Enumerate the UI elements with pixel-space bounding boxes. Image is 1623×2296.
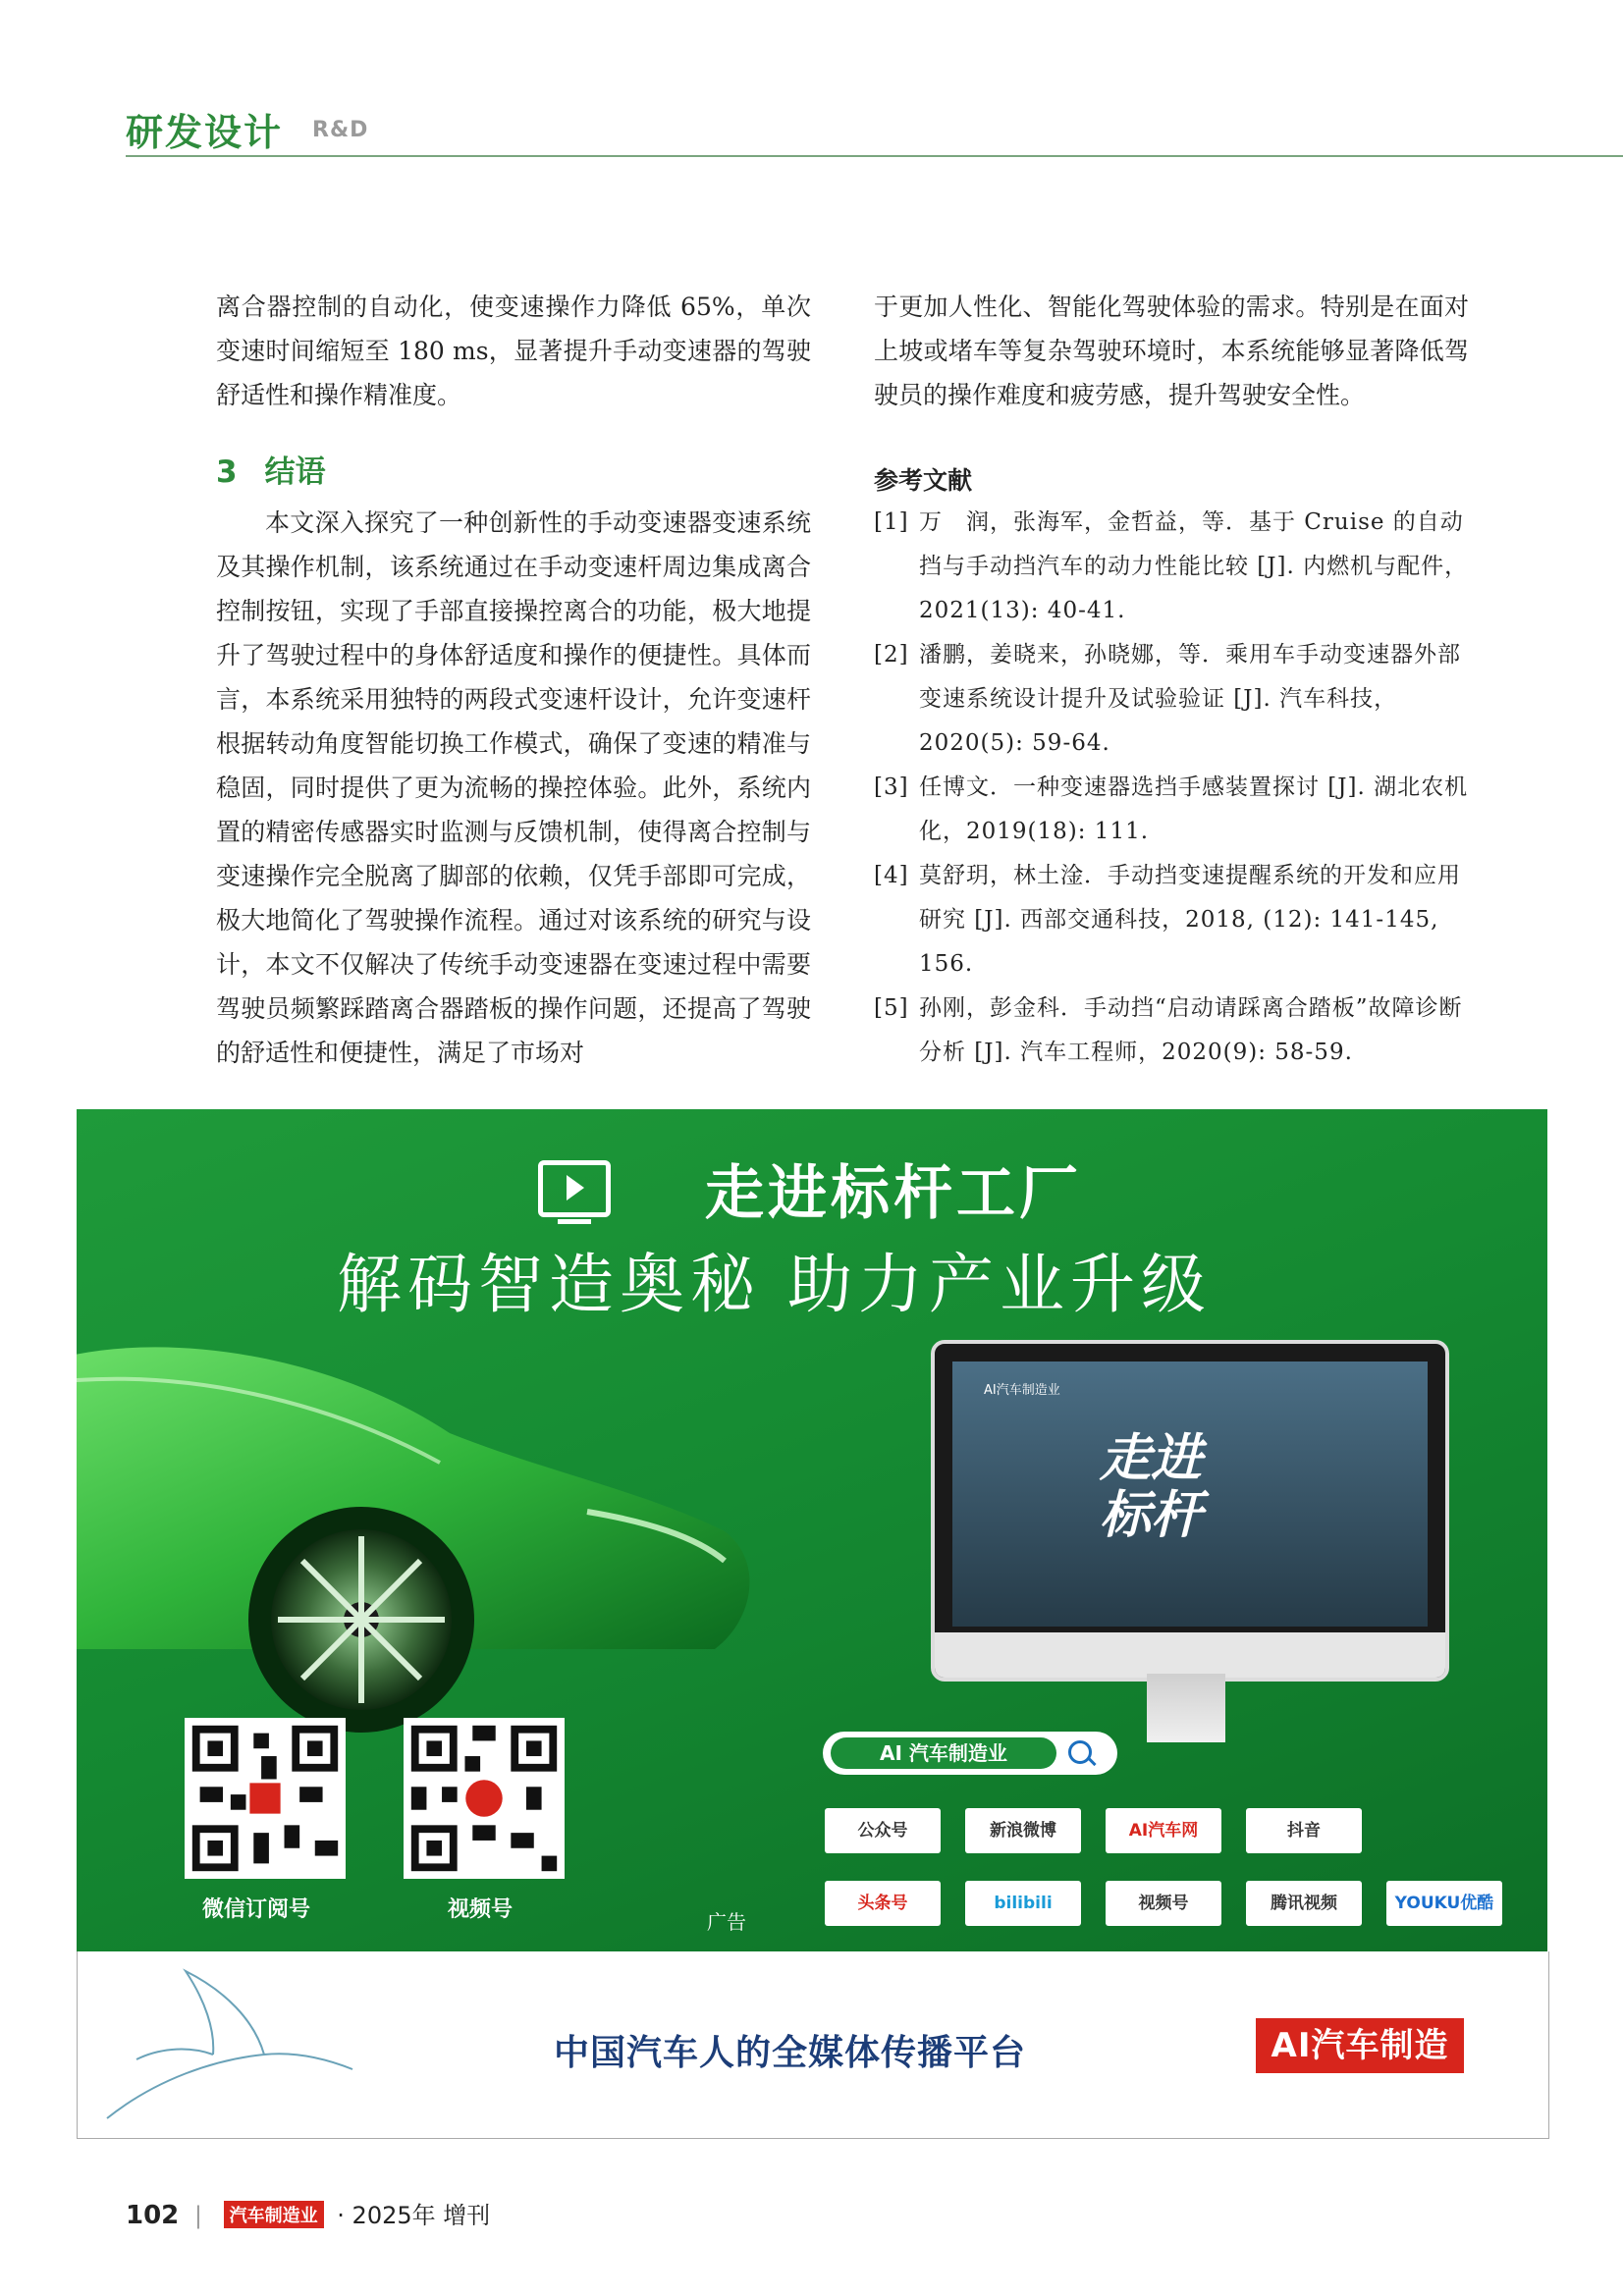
- reference-item: [874, 766, 1473, 854]
- reference-text: 任博文．一种变速器选挡手感装置探讨 [J]. 湖北农机化，2019(18): 111.: [919, 774, 1469, 844]
- search-bar-label: AI 汽车制造业: [831, 1737, 1056, 1769]
- screen-title: [1100, 1430, 1202, 1544]
- reference-item: [874, 987, 1473, 1075]
- reference-text: 孙刚，彭金科．手动挡“启动请踩离合踏板”故障诊断分析 [J]. 汽车工程师，2020(9): 58-59.: [919, 995, 1463, 1065]
- search-bar: [823, 1732, 1117, 1775]
- monitor-stand: [1147, 1674, 1225, 1742]
- reference-number: [3]: [874, 774, 909, 800]
- platform-channels: 视频号: [1106, 1881, 1221, 1926]
- reference-number: [4]: [874, 863, 909, 888]
- platform-weibo: 新浪微博: [965, 1808, 1081, 1853]
- video-play-icon: [538, 1160, 611, 1217]
- screen-title-line2: 标杆: [1100, 1486, 1203, 1545]
- reference-text: 万 润，张海军，金哲益，等．基于 Cruise 的自动挡与手动挡汽车的动力性能比较 [J]. 内燃机与配件，2021(13): 40-41.: [919, 509, 1469, 623]
- ad-subheadline: 解码智造奥秘 助力产业升级: [337, 1247, 1212, 1322]
- left-conclusion: [216, 501, 811, 1075]
- right-continuation: [874, 285, 1469, 417]
- ad-headline: 走进标杆工厂: [705, 1159, 1082, 1228]
- reference-text: 潘鹏，姜晓来，孙晓娜，等．乘用车手动变速器外部变速系统设计提升及试验验证 [J]. 汽车科技，2020(5): 59-64.: [919, 642, 1461, 756]
- page-number: 102: [126, 2201, 180, 2230]
- reference-number: [1]: [874, 509, 909, 535]
- reference-number: [5]: [874, 995, 909, 1021]
- platform-toutiao: 头条号: [825, 1881, 941, 1926]
- qr-label-wechat: 微信订阅号: [202, 1897, 311, 1922]
- green-car-illustration: [77, 1325, 784, 1737]
- monitor-screen: [952, 1362, 1428, 1627]
- section-header-subtitle: R&D: [312, 118, 369, 142]
- screen-title-line1: 走进: [1100, 1429, 1203, 1488]
- left-intro: [216, 285, 811, 417]
- section-header-title: 研发设计: [126, 111, 284, 154]
- header-rule: [126, 155, 1623, 157]
- monitor-illustration: [931, 1340, 1449, 1682]
- ad-slogan: 中国汽车人的全媒体传播平台: [554, 2033, 1027, 2073]
- bird-line-drawing: [97, 1961, 392, 2128]
- issue-info: · 2025年 增刊: [337, 2202, 491, 2229]
- continuation-paragraph: 于更加人性化、智能化驾驶体验的需求。特别是在面对上坡或堵车等复杂驾驶环境时，本系统能够显著降低驾驶员的操作难度和疲劳感，提升驾驶安全性。: [874, 293, 1469, 409]
- monitor-chin: [935, 1632, 1445, 1678]
- ad-footer-band: [77, 1951, 1549, 2139]
- reference-item: [874, 854, 1473, 987]
- section-number: 3: [216, 454, 238, 490]
- reference-text: 莫舒玥，林土淦．手动挡变速提醒系统的开发和应用研究 [J]. 西部交通科技，2018, (12): 141-145, 156.: [919, 863, 1461, 977]
- qr-code-video: [404, 1718, 565, 1879]
- page-footer: 102 | 汽车制造业 · 2025年 增刊: [126, 2201, 491, 2230]
- search-icon: [1068, 1740, 1092, 1764]
- references-heading: 参考文献: [874, 466, 973, 495]
- references-list: [874, 501, 1473, 1075]
- conclusion-paragraph: 本文深入探究了一种创新性的手动变速器变速系统及其操作机制，该系统通过在手动变速杆周边集成离合控制按钮，实现了手部直接操控离合的功能，极大地提升了驾驶过程中的身体舒适度和操作的便捷性。具体而言，本系统采用独特的两段式变速杆设计，允许变速杆根据转动角度智能切换工作模式，确保了变速的精准与稳固，同时提供了更为流畅的操控体验。此外，系统内置的精密传感器实时监测与反馈机制，使得离合控制与变速操作完全脱离了脚部的依赖，仅凭手部即可完成，极大地简化了驾驶操作流程。通过对该系统的研究与设计，本文不仅解决了传统手动变速器在变速过程中需要驾驶员频繁踩踏离合器踏板的操作问题，还提高了驾驶的舒适性和便捷性，满足了市场对: [216, 508, 811, 1067]
- section-title: 结语: [264, 454, 326, 490]
- platform-bilibili: bilibili: [965, 1881, 1081, 1926]
- brand-logo: AI汽车制造业: [1256, 2018, 1464, 2073]
- video-play-icon-stand: [558, 1219, 591, 1224]
- platform-wechat-official: 公众号: [825, 1808, 941, 1853]
- qr-label-video: 视频号: [448, 1897, 514, 1922]
- advertisement-banner: [77, 1109, 1547, 1951]
- reference-item: [874, 633, 1473, 766]
- qr-code-wechat: [185, 1718, 346, 1879]
- magazine-logo: 汽车制造业: [224, 2201, 324, 2228]
- screen-logo: AI汽车制造业: [984, 1383, 1060, 1398]
- intro-paragraph: 离合器控制的自动化，使变速操作力降低 65%，单次变速时间缩短至 180 ms，显著提升手动变速器的驾驶舒适性和操作精准度。: [216, 293, 811, 409]
- platform-tencent-video: 腾讯视频: [1246, 1881, 1362, 1926]
- platform-douyin: 抖音: [1246, 1808, 1362, 1853]
- section-heading: [216, 447, 353, 491]
- platform-youku: YOUKU优酷: [1386, 1881, 1502, 1926]
- ad-note: 广告: [707, 1910, 746, 1934]
- reference-item: [874, 501, 1473, 633]
- platform-ai-auto-net: AI汽车网: [1106, 1808, 1221, 1853]
- reference-number: [2]: [874, 642, 909, 667]
